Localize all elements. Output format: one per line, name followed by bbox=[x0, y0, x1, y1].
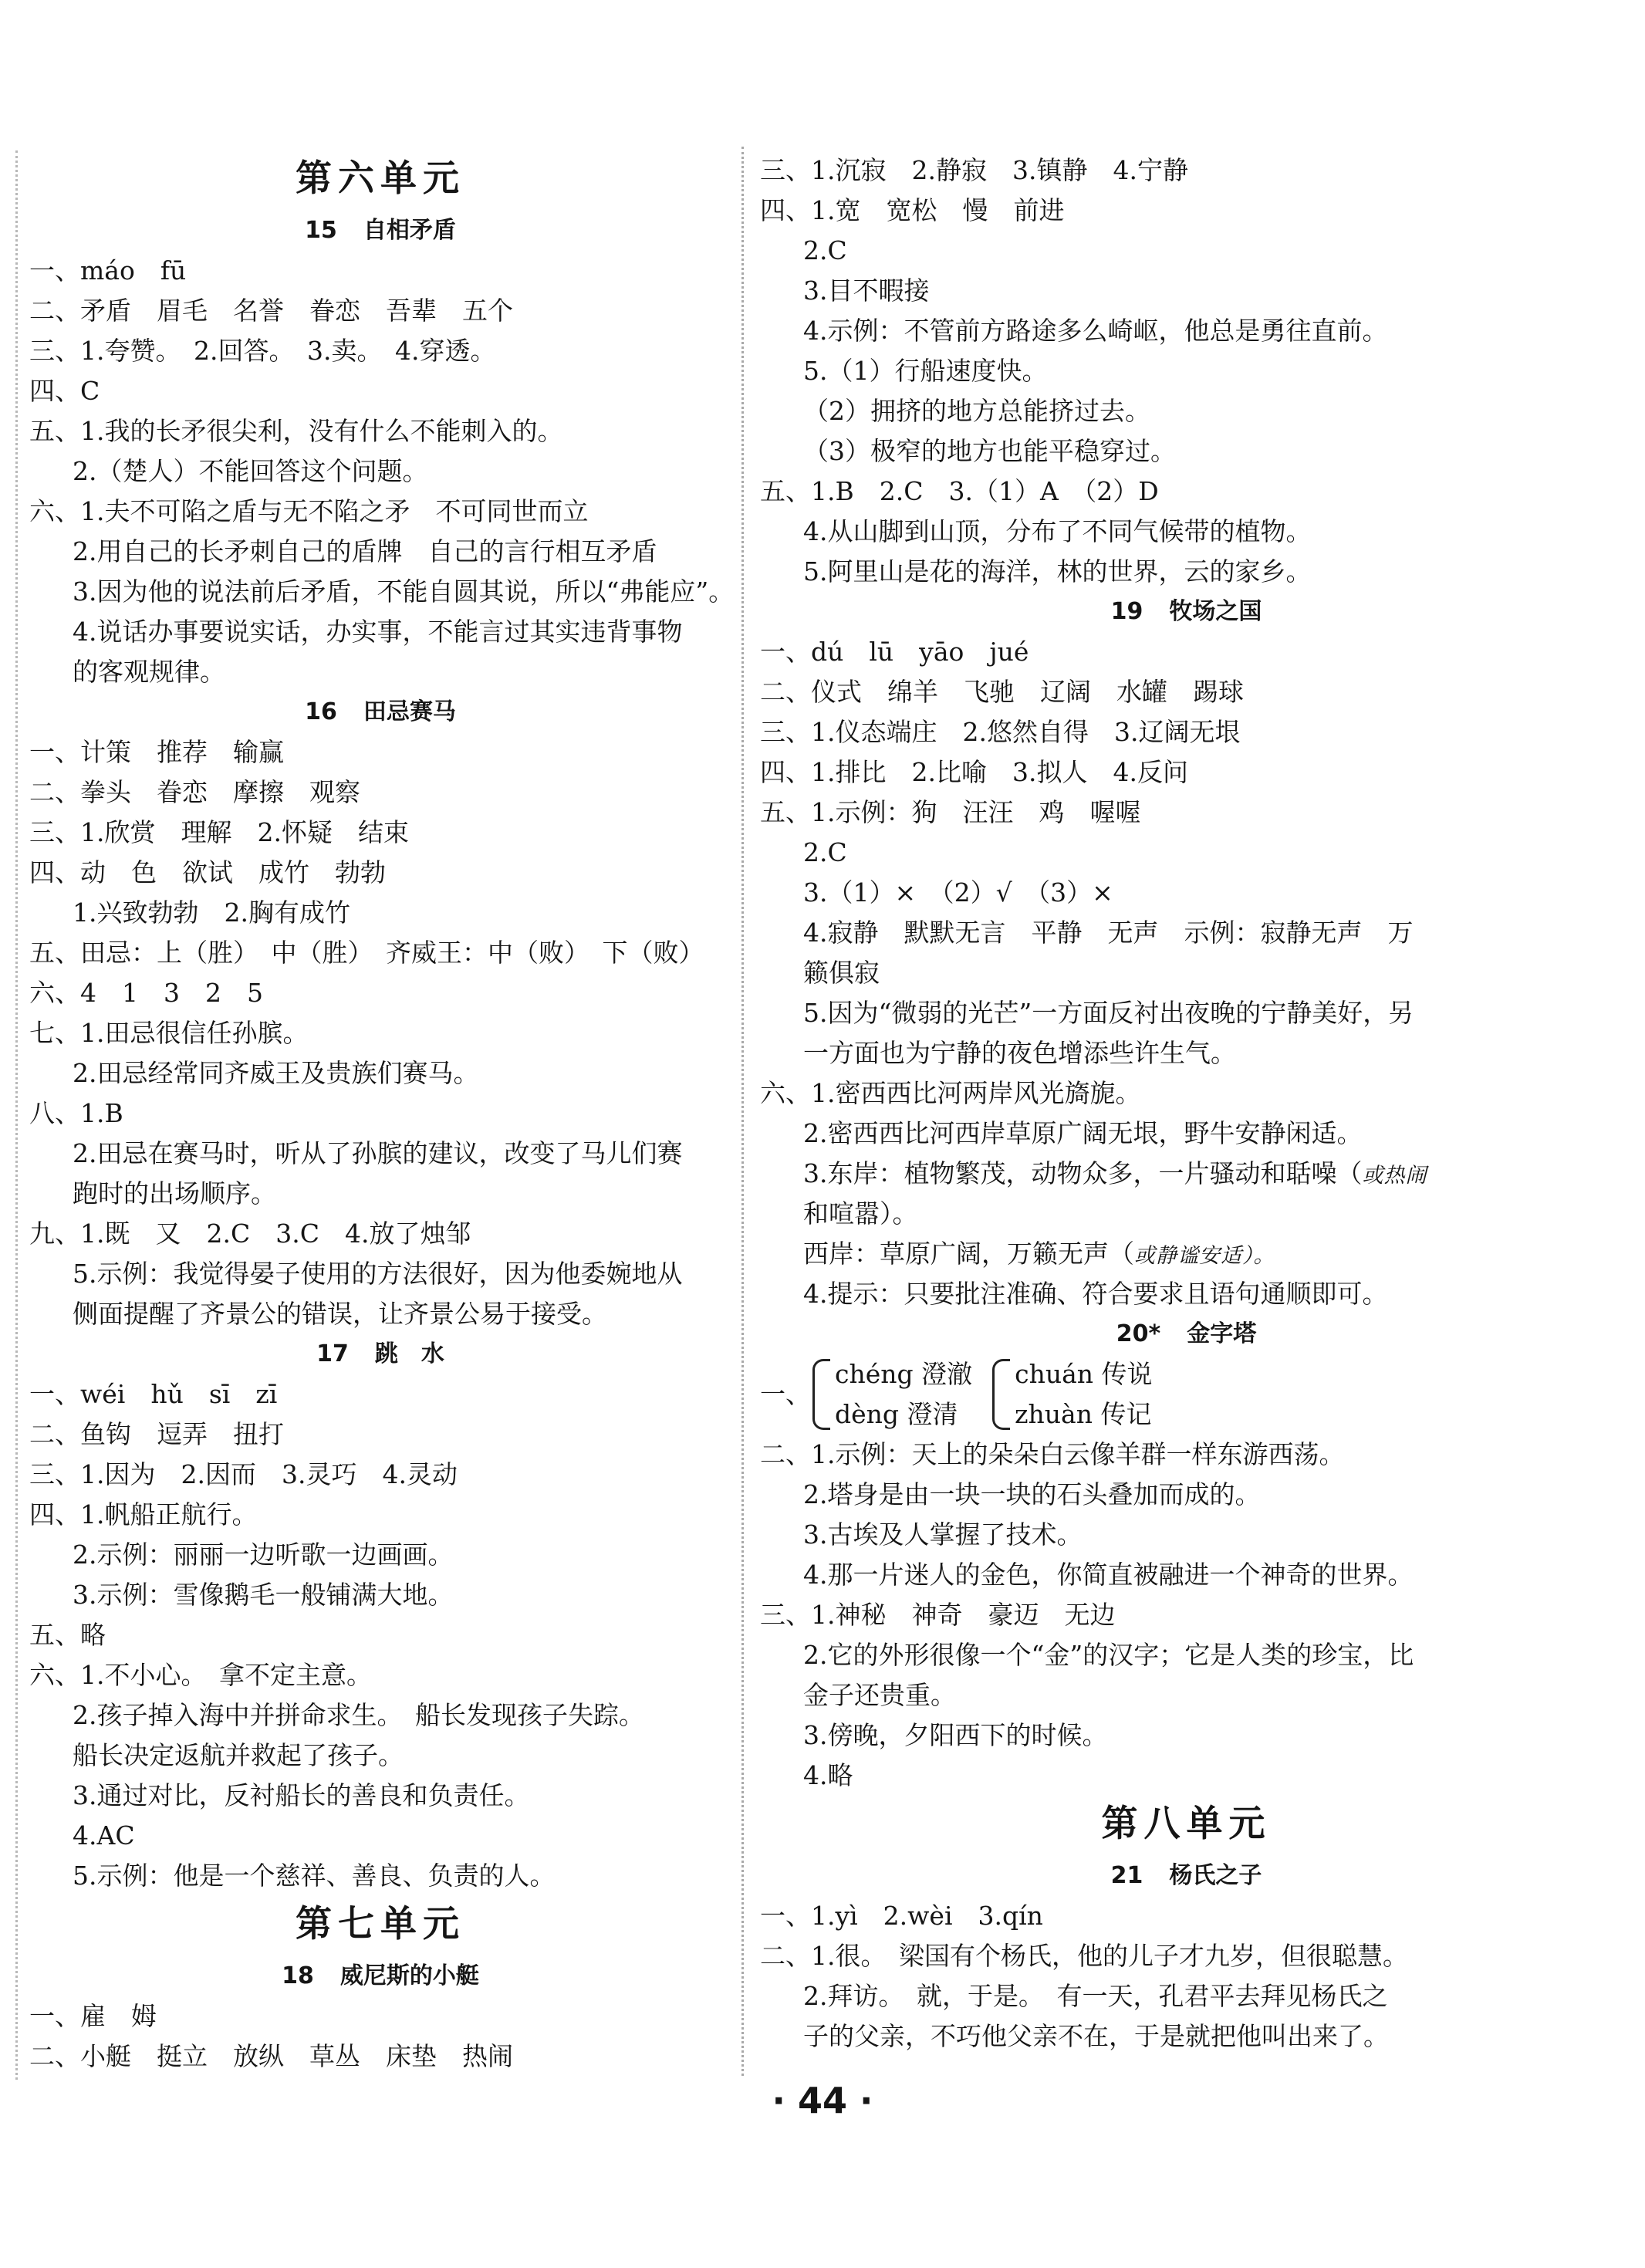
right-column bbox=[760, 150, 1613, 2057]
answer-line: 四、1.宽 宽松 慢 前进 bbox=[760, 195, 1065, 225]
left-brace bbox=[812, 1359, 830, 1430]
brace-group bbox=[1015, 1354, 1152, 1435]
lesson-heading bbox=[760, 1314, 1613, 1354]
lesson-number: 15 bbox=[305, 217, 337, 244]
answer-line: 一、雇 姆 bbox=[29, 2001, 157, 2031]
brace-item: zhuàn 传记 bbox=[1015, 1399, 1152, 1429]
answer-line: （2）拥挤的地方总能挤过去。 bbox=[803, 396, 1150, 426]
answer-line: 4.略 bbox=[803, 1760, 853, 1790]
answer-number: 一、 bbox=[760, 1379, 811, 1409]
answer-line: 3.因为他的说法前后矛盾，不能自圆其说，所以“弗能应”。 bbox=[73, 576, 735, 607]
answer-line: 3.目不暇接 bbox=[803, 275, 930, 306]
answer-line: 一、计策 推荐 输赢 bbox=[29, 737, 284, 767]
answer-line: 一方面也为宁静的夜色增添些许生气。 bbox=[803, 1038, 1236, 1068]
brace-item: dèng 澄清 bbox=[835, 1399, 958, 1429]
answer-line: 2.C bbox=[803, 837, 847, 867]
answer-line: 4.提示：只要批注准确、符合要求且语句通顺即可。 bbox=[803, 1279, 1388, 1309]
answer-line: 籁俱寂 bbox=[803, 958, 880, 988]
answer-line: 六、4 1 3 2 5 bbox=[29, 978, 263, 1008]
answer-line: 4.说话办事要说实话，办实事，不能言过其实违背事物 bbox=[73, 617, 683, 647]
answer-line: 四、1.帆船正航行。 bbox=[29, 1499, 258, 1529]
answer-line: 2.密西西比河西岸草原广阔无垠，野牛安静闲适。 bbox=[803, 1118, 1363, 1148]
answer-line: 4.那一片迷人的金色，你简直被融进一个神奇的世界。 bbox=[803, 1560, 1414, 1590]
answer-line: 5.（1）行船速度快。 bbox=[803, 356, 1048, 386]
answer-line: 2.田忌经常同齐威王及贵族们赛马。 bbox=[73, 1058, 479, 1088]
answer-line: 三、1.欣赏 理解 2.怀疑 结束 bbox=[29, 817, 409, 847]
lesson-heading bbox=[29, 692, 731, 732]
answer-line: 二、1.示例：天上的朵朵白云像羊群一样东游西荡。 bbox=[760, 1439, 1345, 1469]
lesson-number: 17 bbox=[316, 1340, 349, 1367]
answer-line: 5.示例：他是一个慈祥、善良、负责的人。 bbox=[73, 1861, 556, 1891]
answer-line: 跑时的出场顺序。 bbox=[73, 1178, 276, 1208]
lesson-title: 跳 水 bbox=[374, 1340, 444, 1367]
answer-line: 子的父亲，不巧他父亲不在，于是就把他叫出来了。 bbox=[803, 2021, 1389, 2051]
answer-line: 5.阿里山是花的海洋，林的世界，云的家乡。 bbox=[803, 556, 1312, 586]
answer-line: 4.从山脚到山顶，分布了不同气候带的植物。 bbox=[803, 516, 1312, 546]
answer-line: 4.寂静 默默无言 平静 无声 示例：寂静无声 万 bbox=[803, 918, 1414, 948]
answer-line: 2.示例：丽丽一边听歌一边画画。 bbox=[73, 1540, 454, 1570]
answer-line: 二、仪式 绵羊 飞驰 辽阔 水罐 踢球 bbox=[760, 677, 1244, 707]
answer-line: 的客观规律。 bbox=[73, 657, 225, 687]
answer-text: 3.东岸：植物繁茂，动物众多，一片骚动和聒噪（ bbox=[803, 1158, 1363, 1188]
answer-line: 四、C bbox=[29, 376, 100, 406]
lesson-number: 16 bbox=[305, 698, 337, 725]
lesson-number: 18 bbox=[282, 1962, 314, 1989]
lesson-title: 牧场之国 bbox=[1169, 598, 1262, 625]
answer-line: 五、1.示例：狗 汪汪 鸡 喔喔 bbox=[760, 797, 1141, 827]
answer-line: 六、1.夫不可陷之盾与无不陷之矛 不可同世而立 bbox=[29, 496, 589, 526]
answer-line: 四、1.排比 2.比喻 3.拟人 4.反问 bbox=[760, 757, 1188, 787]
unit-title: 第八单元 bbox=[1101, 1803, 1272, 1845]
answer-line: 2.塔身是由一块一块的石头叠加而成的。 bbox=[803, 1479, 1261, 1509]
answer-line: 2.用自己的长矛刺自己的盾牌 自己的言行相互矛盾 bbox=[73, 536, 657, 566]
answer-line: 2.C bbox=[803, 235, 847, 265]
answer-line: 3.傍晚，夕阳西下的时候。 bbox=[803, 1720, 1108, 1750]
answer-line: 5.示例：我觉得晏子使用的方法很好，因为他委婉地从 bbox=[73, 1259, 683, 1289]
lesson-heading bbox=[29, 211, 731, 251]
answer-text: 西岸：草原广阔，万籁无声（ bbox=[803, 1239, 1134, 1269]
answer-line: 三、1.沉寂 2.静寂 3.镇静 4.宁静 bbox=[760, 155, 1188, 185]
answer-line: 侧面提醒了齐景公的错误，让齐景公易于接受。 bbox=[73, 1299, 607, 1329]
answer-line: 2.孩子掉入海中并拼命求生。 船长发现孩子失踪。 bbox=[73, 1700, 644, 1730]
answer-line: 1.兴致勃勃 2.胸有成竹 bbox=[73, 897, 350, 928]
answer-line: 3.示例：雪像鹅毛一般铺满大地。 bbox=[73, 1580, 454, 1610]
lesson-title: 威尼斯的小艇 bbox=[339, 1962, 479, 1989]
answer-line: 二、1.很。 梁国有个杨氏，他的儿子才九岁，但很聪慧。 bbox=[760, 1941, 1408, 1971]
answer-line: 船长决定返航并救起了孩子。 bbox=[73, 1740, 404, 1770]
answer-line bbox=[760, 1154, 1613, 1194]
answer-line bbox=[760, 1234, 1613, 1274]
answer-line: 五、田忌：上（胜） 中（胜） 齐威王：中（败） 下（败） bbox=[29, 938, 704, 968]
lesson-number: 20* bbox=[1116, 1320, 1161, 1347]
lesson-heading bbox=[29, 1956, 731, 1996]
answer-line: 三、1.仪态端庄 2.悠然自得 3.辽阔无垠 bbox=[760, 717, 1241, 747]
answer-line: 二、鱼钩 逗弄 扭打 bbox=[29, 1419, 284, 1449]
answer-line: 2.拜访。 就，于是。 有一天，孔君平去拜见杨氏之 bbox=[803, 1981, 1388, 2011]
answer-line: 3.（1）× （2）√ （3）× bbox=[803, 877, 1113, 908]
answer-line: 二、矛盾 眉毛 名誉 眷恋 吾辈 五个 bbox=[29, 296, 513, 326]
lesson-heading bbox=[760, 1856, 1613, 1896]
pronunciation-brace-group bbox=[760, 1354, 1613, 1435]
answer-line: 2.田忌在赛马时，听从了孙膑的建议，改变了马儿们赛 bbox=[73, 1138, 683, 1168]
answer-line: 五、略 bbox=[29, 1620, 106, 1650]
answer-line: 三、1.神秘 神奇 豪迈 无边 bbox=[760, 1600, 1116, 1630]
answer-line: 2.它的外形很像一个“金”的汉字；它是人类的珍宝，比 bbox=[803, 1640, 1414, 1670]
answer-line: 八、1.B bbox=[29, 1098, 123, 1128]
column-divider bbox=[741, 147, 744, 2076]
answer-line: 2.（楚人）不能回答这个问题。 bbox=[73, 456, 428, 486]
lesson-title: 杨氏之子 bbox=[1169, 1862, 1262, 1889]
answer-line: 七、1.田忌很信任孙膑。 bbox=[29, 1018, 309, 1048]
answer-line: 4.AC bbox=[73, 1820, 135, 1851]
answer-line: 一、wéi hǔ sī zī bbox=[29, 1379, 278, 1409]
answer-line: 六、1.密西西比河两岸风光旖旎。 bbox=[760, 1078, 1141, 1108]
page-number: · 44 · bbox=[772, 2080, 873, 2121]
answer-line: 一、dú lū yāo jué bbox=[760, 637, 1029, 667]
lesson-title: 田忌赛马 bbox=[363, 698, 456, 725]
answer-line: 三、1.因为 2.因而 3.灵巧 4.灵动 bbox=[29, 1459, 458, 1489]
answer-line: 五、1.我的长矛很尖利，没有什么不能刺入的。 bbox=[29, 416, 563, 446]
answer-line: 五、1.B 2.C 3.（1）A （2）D bbox=[760, 476, 1159, 506]
small-note: 或静谧安适）。 bbox=[1134, 1244, 1275, 1268]
lesson-number: 19 bbox=[1110, 598, 1143, 625]
answer-line: 和喧嚣）。 bbox=[803, 1198, 918, 1229]
answer-line: 二、小艇 挺立 放纵 草丛 床垫 热闹 bbox=[29, 2041, 513, 2071]
lesson-heading bbox=[760, 592, 1613, 632]
left-column bbox=[29, 150, 735, 2077]
lesson-title: 金字塔 bbox=[1187, 1320, 1257, 1347]
answer-line: 四、动 色 欲试 成竹 勃勃 bbox=[29, 857, 386, 887]
lesson-heading bbox=[29, 1334, 731, 1374]
brace-item: chéng 澄澈 bbox=[835, 1359, 973, 1389]
lesson-title: 自相矛盾 bbox=[363, 217, 456, 244]
answer-line: 4.示例：不管前方路途多么崎岖，他总是勇往直前。 bbox=[803, 316, 1388, 346]
brace-group bbox=[835, 1354, 972, 1435]
answer-line: 一、1.yì 2.wèi 3.qín bbox=[760, 1901, 1043, 1931]
small-note: 或热闹 bbox=[1362, 1164, 1427, 1188]
answer-line: 六、1.不小心。 拿不定主意。 bbox=[29, 1660, 372, 1690]
answer-line: 三、1.夸赞。 2.回答。 3.卖。 4.穿透。 bbox=[29, 336, 496, 366]
answer-line: 九、1.既 又 2.C 3.C 4.放了烛邹 bbox=[29, 1219, 471, 1249]
answer-line: （3）极窄的地方也能平稳穿过。 bbox=[803, 436, 1176, 466]
lesson-number: 21 bbox=[1110, 1862, 1143, 1889]
brace-item: chuán 传说 bbox=[1015, 1359, 1153, 1389]
page-edge-dotted-line bbox=[15, 150, 18, 2080]
answer-line: 一、máo fū bbox=[29, 255, 187, 286]
answer-line: 3.通过对比，反衬船长的善良和负责任。 bbox=[73, 1780, 530, 1810]
unit-title: 第七单元 bbox=[296, 1903, 465, 1945]
unit-title: 第六单元 bbox=[296, 157, 465, 200]
answer-line: 3.古埃及人掌握了技术。 bbox=[803, 1519, 1083, 1550]
answer-line: 二、拳头 眷恋 摩擦 观察 bbox=[29, 777, 360, 807]
answer-line: 金子还贵重。 bbox=[803, 1680, 956, 1710]
left-brace bbox=[992, 1359, 1010, 1430]
answer-line: 5.因为“微弱的光芒”一方面反衬出夜晚的宁静美好，另 bbox=[803, 998, 1414, 1028]
